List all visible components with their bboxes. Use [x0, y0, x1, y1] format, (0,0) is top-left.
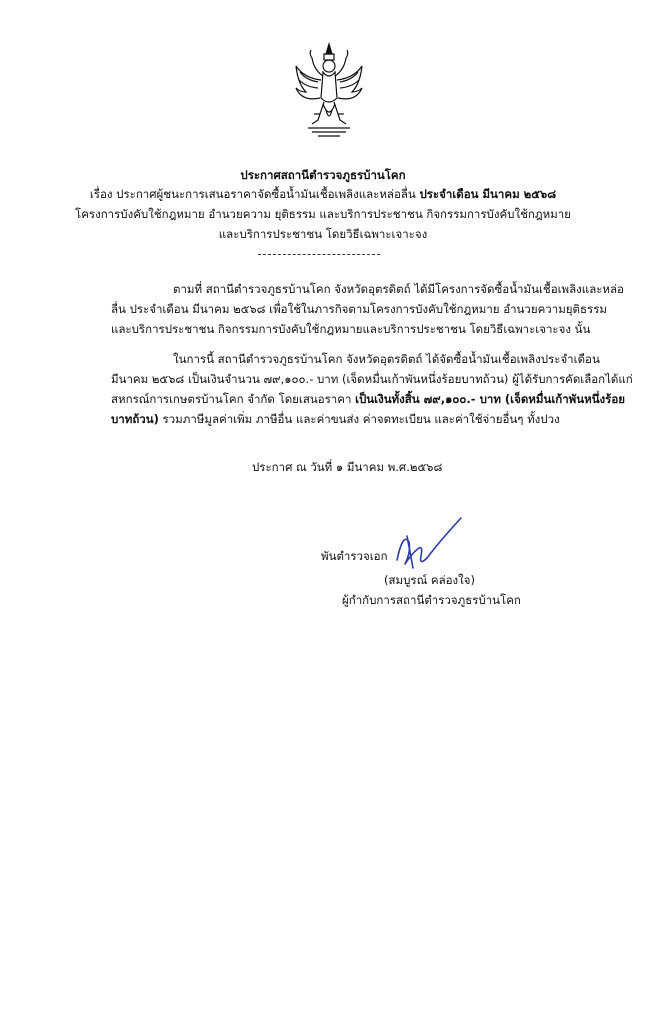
paragraph-line: และบริการประชาชน กิจกรรมการบังคับใช้กฎหมายและบริการประชาชน โดยวิธีเฉพาะเจาะจง นั้น — [111, 322, 591, 336]
paragraph-background — [111, 279, 624, 339]
subject-month: ประจำเดือน มีนาคม ๒๕๖๘ — [419, 187, 557, 201]
paragraph-line — [111, 409, 560, 429]
paragraph-line: ในการนี้ สถานีตำรวจภูธรบ้านโคก จังหวัดอุตรดิตถ์ ได้จัดซื้อน้ำมันเชื้อเพลิงประจำเดือน — [173, 352, 600, 366]
paragraph-result — [111, 349, 633, 429]
paragraph-line: มีนาคม ๒๕๖๘ เป็นเงินจำนวน ๗๙,๑๐๐.- บาท (เจ็ดหมื่นเก้าพันหนึ่งร้อยบาทถ้วน) ผู้ได้รับการคัดเลือกได้แก่ — [111, 372, 633, 386]
paragraph-line: ลื่น ประจำเดือน มีนาคม ๒๕๖๘ เพื่อใช้ในภารกิจตามโครงการบังคับใช้กฎหมาย อำนวยความยุติธรรม — [111, 302, 607, 316]
project-line-1: โครงการบังคับใช้กฎหมาย อำนวยความ ยุติธรรม และบริการประชาชน กิจกรรมการบังคับใช้กฎหมาย — [75, 207, 571, 221]
subject-text: เรื่อง ประกาศผู้ชนะการเสนอราคาจัดซื้อน้ำมันเชื้อเพลิงและหล่อลื่น — [89, 187, 416, 201]
winner-text: สหกรณ์การเกษตรบ้านโคก จำกัด โดยเสนอราคา — [111, 392, 356, 406]
document-subject — [0, 184, 646, 204]
paragraph-line — [111, 389, 625, 409]
announce-date: ประกาศ ณ วันที่ ๑ มีนาคม พ.ศ.๒๕๖๘ — [252, 460, 443, 474]
handwritten-signature — [393, 512, 465, 576]
document-title: ประกาศสถานีตำรวจภูธรบ้านโคก — [240, 168, 406, 182]
header-divider — [258, 254, 380, 255]
total-amount: เป็นเงินทั้งสิ้น ๗๙,๑๐๐.- บาท (เจ็ดหมื่นเก้าพันหนึ่งร้อย — [355, 392, 625, 406]
signer-position: ผู้กำกับการสถานีตำรวจภูธรบ้านโคก — [342, 593, 521, 607]
signer-name: (สมบูรณ์ คล่องใจ) — [384, 573, 475, 587]
project-line-2: และบริการประชาชน โดยวิธีเฉพาะเจาะจง — [218, 227, 428, 241]
paragraph-line: ตามที่ สถานีตำรวจภูธรบ้านโคก จังหวัดอุตรดิตถ์ ได้มีโครงการจัดซื้อน้ำมันเชื้อเพลิงและหล่อ — [173, 282, 624, 296]
garuda-emblem-icon — [290, 40, 368, 140]
tax-note: รวมภาษีมูลค่าเพิ่ม ภาษีอื่น และค่าขนส่ง ค่าจดทะเบียน และค่าใช้จ่ายอื่นๆ ทั้งปวง — [158, 412, 560, 426]
total-amount-end: บาทถ้วน) — [111, 412, 159, 426]
signer-rank: พันตำรวจเอก — [321, 549, 388, 563]
